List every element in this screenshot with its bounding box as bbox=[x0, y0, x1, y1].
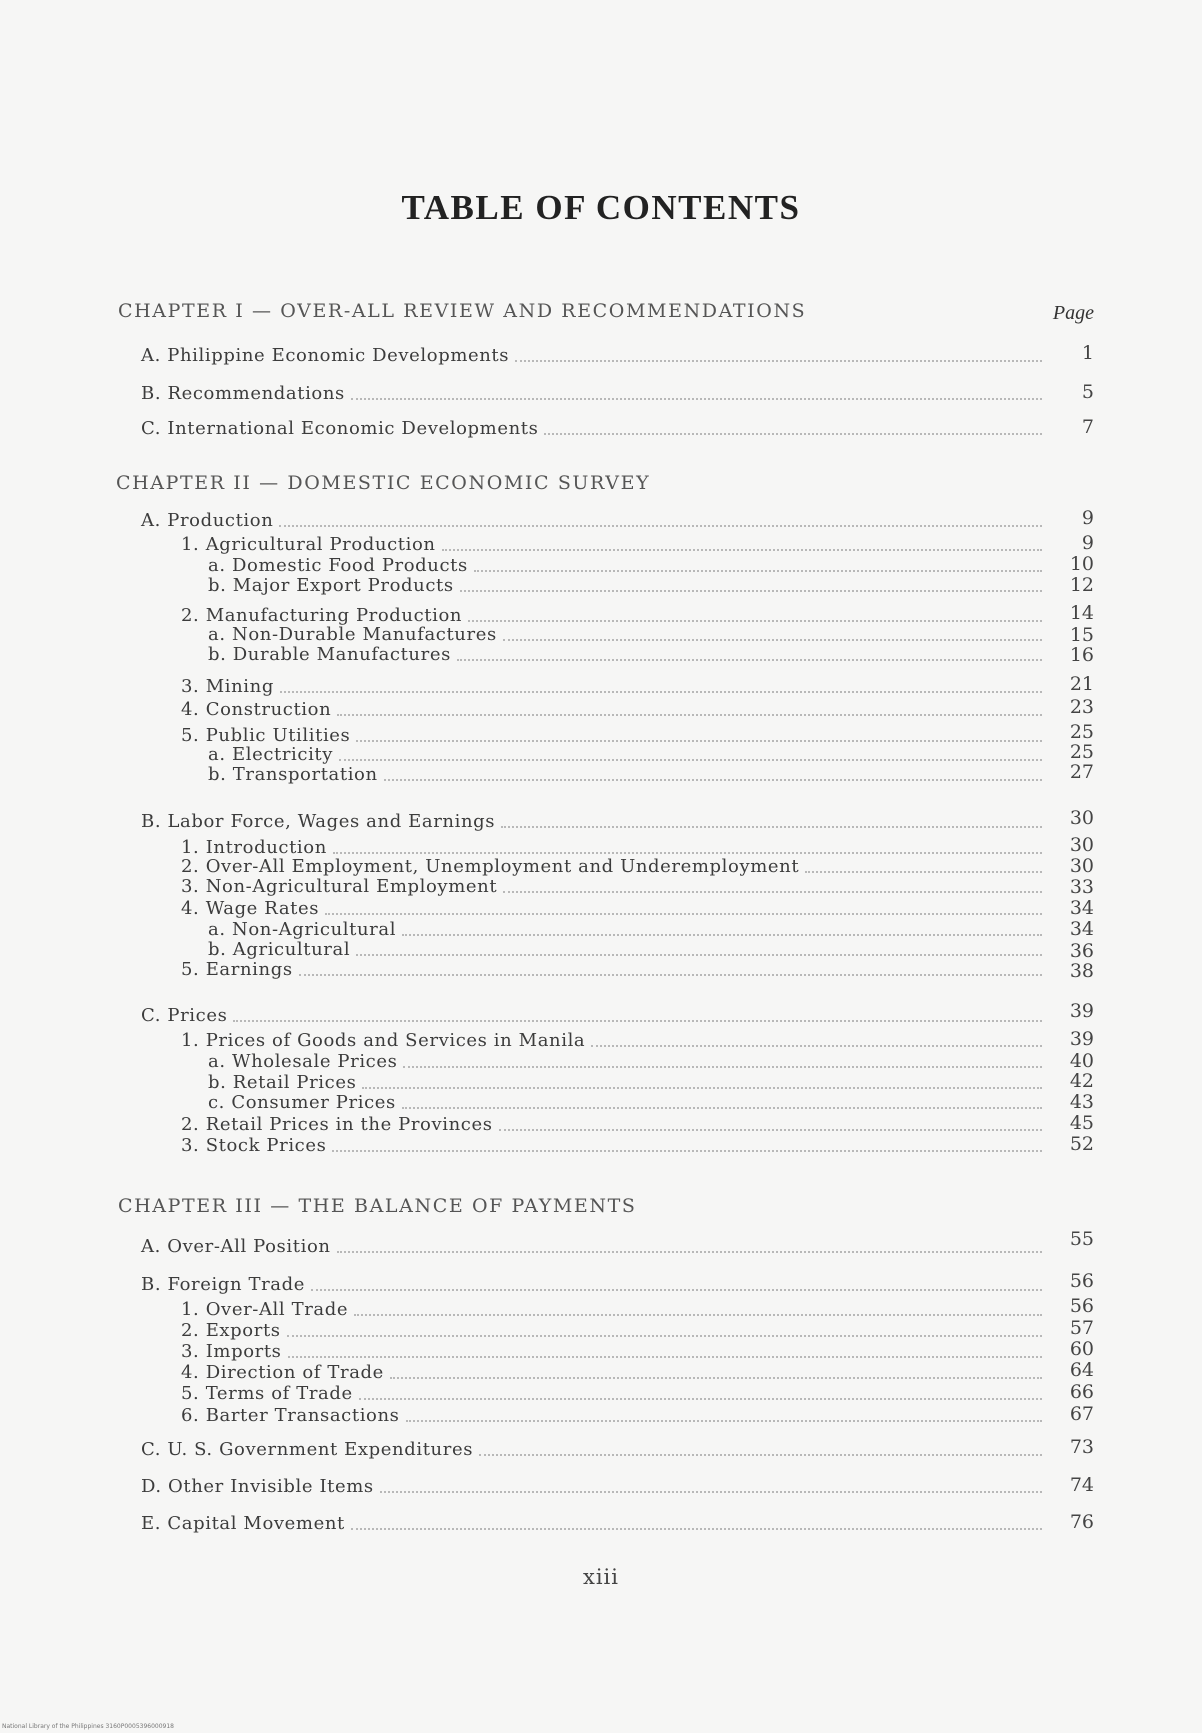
toc-entry[interactable] bbox=[208, 1052, 1042, 1072]
toc-entry[interactable] bbox=[181, 700, 1042, 720]
toc-page-number: 40 bbox=[1069, 1050, 1094, 1072]
dot-leader bbox=[479, 1453, 1042, 1456]
dot-leader bbox=[337, 713, 1042, 716]
dot-leader bbox=[380, 1490, 1042, 1493]
toc-entry[interactable] bbox=[181, 1342, 1042, 1362]
toc-entry-title: b. Transportation bbox=[208, 764, 378, 785]
toc-page-number: 73 bbox=[1069, 1436, 1094, 1458]
dot-leader bbox=[390, 1376, 1042, 1379]
toc-page-number: 34 bbox=[1069, 897, 1094, 919]
toc-entry-title: B. Labor Force, Wages and Earnings bbox=[141, 811, 496, 832]
toc-entry[interactable] bbox=[208, 940, 1042, 960]
toc-entry-title: c. Consumer Prices bbox=[208, 1092, 396, 1113]
toc-entry-title: 4. Wage Rates bbox=[181, 898, 320, 919]
toc-entry-title: 1. Agricultural Production bbox=[181, 534, 436, 555]
toc-page-number: 30 bbox=[1069, 855, 1094, 877]
toc-page-number: 12 bbox=[1069, 574, 1094, 596]
dot-leader bbox=[460, 589, 1042, 592]
toc-entry-title: 4. Direction of Trade bbox=[181, 1362, 384, 1383]
toc-entry[interactable] bbox=[181, 1031, 1042, 1051]
toc-entry[interactable] bbox=[208, 765, 1042, 785]
toc-entry[interactable] bbox=[141, 1440, 1042, 1460]
dot-leader bbox=[474, 569, 1042, 572]
toc-entry-title: D. Other Invisible Items bbox=[141, 1476, 374, 1497]
dot-leader bbox=[402, 933, 1042, 936]
toc-entry[interactable] bbox=[141, 384, 1042, 404]
toc-page-number: 5 bbox=[1081, 381, 1094, 403]
toc-entry-title: 3. Stock Prices bbox=[181, 1135, 327, 1156]
dot-leader bbox=[384, 778, 1042, 781]
toc-page-number: 39 bbox=[1069, 1028, 1094, 1050]
toc-entry[interactable] bbox=[181, 1384, 1042, 1404]
dot-leader bbox=[325, 912, 1042, 915]
dot-leader bbox=[468, 619, 1042, 622]
toc-entry[interactable] bbox=[181, 838, 1042, 858]
page-column-label: Page bbox=[1052, 302, 1094, 324]
toc-entry-title: 1. Prices of Goods and Services in Manila bbox=[181, 1030, 586, 1051]
dot-leader bbox=[356, 953, 1042, 956]
toc-entry[interactable] bbox=[141, 812, 1042, 832]
toc-page-number: 10 bbox=[1069, 553, 1094, 575]
toc-entry-title: 6. Barter Transactions bbox=[181, 1405, 400, 1426]
dot-leader bbox=[499, 1128, 1042, 1131]
dot-leader bbox=[299, 973, 1042, 976]
page-number: xiii bbox=[583, 1565, 619, 1589]
toc-entry-title: 4. Construction bbox=[181, 699, 332, 720]
toc-entry[interactable] bbox=[181, 899, 1042, 919]
toc-entry-title: a. Domestic Food Products bbox=[208, 555, 468, 576]
toc-entry[interactable] bbox=[208, 576, 1042, 596]
dot-leader bbox=[356, 739, 1042, 742]
toc-entry-title: a. Non-Durable Manufactures bbox=[208, 624, 497, 645]
toc-entry[interactable] bbox=[181, 960, 1042, 980]
toc-page-number: 74 bbox=[1069, 1474, 1094, 1496]
toc-entry-title: a. Non-Agricultural bbox=[208, 919, 397, 940]
toc-entry-title: B. Recommendations bbox=[141, 383, 345, 404]
toc-entry[interactable] bbox=[208, 920, 1042, 940]
toc-entry-title: 5. Public Utilities bbox=[181, 725, 351, 746]
dot-leader bbox=[442, 548, 1042, 551]
toc-page-number: 25 bbox=[1069, 741, 1094, 763]
toc-page-number: 55 bbox=[1069, 1228, 1094, 1250]
toc-entry[interactable] bbox=[141, 1006, 1042, 1026]
page-title: TABLE OF CONTENTS bbox=[401, 188, 801, 227]
toc-entry-title: 5. Terms of Trade bbox=[181, 1383, 353, 1404]
toc-page-number: 38 bbox=[1069, 960, 1094, 982]
toc-page-number: 64 bbox=[1069, 1359, 1094, 1381]
dot-leader bbox=[351, 397, 1042, 400]
chapter-heading: CHAPTER II — DOMESTIC ECONOMIC SURVEY bbox=[116, 472, 651, 494]
toc-entry[interactable] bbox=[141, 346, 1042, 366]
toc-entry-title: a. Wholesale Prices bbox=[208, 1051, 398, 1072]
toc-page-number: 1 bbox=[1081, 342, 1094, 364]
toc-entry-title: 3. Mining bbox=[181, 676, 274, 697]
toc-page-number: 33 bbox=[1069, 876, 1094, 898]
toc-entry-title: 1. Over-All Trade bbox=[181, 1299, 349, 1320]
toc-entry-title: E. Capital Movement bbox=[141, 1513, 345, 1534]
chapter-heading: CHAPTER III — THE BALANCE OF PAYMENTS bbox=[118, 1195, 637, 1217]
dot-leader bbox=[311, 1288, 1042, 1291]
toc-entry-title: 2. Retail Prices in the Provinces bbox=[181, 1114, 493, 1135]
toc-entry-title: 3. Non-Agricultural Employment bbox=[181, 876, 498, 897]
toc-page-number: 76 bbox=[1069, 1511, 1094, 1533]
toc-entry-title: B. Foreign Trade bbox=[141, 1274, 305, 1295]
toc-entry-title: b. Major Export Products bbox=[208, 575, 454, 596]
dot-leader bbox=[515, 359, 1042, 362]
dot-leader bbox=[333, 851, 1042, 854]
toc-entry[interactable] bbox=[181, 857, 1042, 877]
toc-entry[interactable] bbox=[181, 606, 1042, 626]
toc-entry-title: C. U. S. Government Expenditures bbox=[141, 1439, 474, 1460]
dot-leader bbox=[402, 1106, 1042, 1109]
toc-entry-title: 3. Imports bbox=[181, 1341, 282, 1362]
dot-leader bbox=[501, 825, 1042, 828]
toc-entry-title: a. Electricity bbox=[208, 744, 334, 765]
dot-leader bbox=[337, 1250, 1042, 1253]
toc-entry-title: A. Over-All Position bbox=[141, 1236, 331, 1257]
toc-page-number: 45 bbox=[1069, 1112, 1094, 1134]
dot-leader bbox=[362, 1086, 1042, 1089]
dot-leader bbox=[332, 1149, 1042, 1152]
toc-entry[interactable] bbox=[181, 1136, 1042, 1156]
toc-page-number: 15 bbox=[1069, 624, 1094, 646]
dot-leader bbox=[339, 758, 1042, 761]
scan-credit: National Library of the Philippines 3160P0005396000918 bbox=[2, 1723, 174, 1730]
dot-leader bbox=[359, 1397, 1042, 1400]
toc-entry[interactable] bbox=[208, 745, 1042, 765]
toc-page-number: 43 bbox=[1069, 1091, 1094, 1113]
toc-entry[interactable] bbox=[181, 1300, 1042, 1320]
toc-entry-title: b. Agricultural bbox=[208, 939, 351, 960]
toc-entry-title: 2. Manufacturing Production bbox=[181, 605, 463, 626]
toc-entry[interactable] bbox=[141, 1477, 1042, 1497]
dot-leader bbox=[403, 1065, 1042, 1068]
toc-entry-title: b. Retail Prices bbox=[208, 1072, 357, 1093]
toc-entry-title: A. Philippine Economic Developments bbox=[141, 345, 510, 366]
toc-entry-title: b. Durable Manufactures bbox=[208, 644, 451, 665]
toc-page-number: 21 bbox=[1069, 673, 1094, 695]
toc-page-number: 30 bbox=[1069, 807, 1094, 829]
toc-page-number: 23 bbox=[1069, 696, 1094, 718]
toc-page-number: 9 bbox=[1081, 532, 1094, 554]
dot-leader bbox=[288, 1355, 1042, 1358]
toc-entry[interactable] bbox=[141, 1275, 1042, 1295]
toc-page-number: 36 bbox=[1069, 940, 1094, 962]
toc-entry-title: C. Prices bbox=[141, 1005, 228, 1026]
toc-entry-title: 5. Earnings bbox=[181, 959, 293, 980]
toc-entry[interactable] bbox=[141, 1237, 1042, 1257]
toc-entry[interactable] bbox=[181, 1363, 1042, 1383]
toc-page-number: 16 bbox=[1069, 644, 1094, 666]
toc-entry[interactable] bbox=[208, 1073, 1042, 1093]
toc-entry-title: C. International Economic Developments bbox=[141, 418, 539, 439]
toc-page-number: 14 bbox=[1069, 602, 1094, 624]
dot-leader bbox=[354, 1313, 1042, 1316]
toc-entry[interactable] bbox=[181, 1406, 1042, 1426]
toc-page-number: 57 bbox=[1069, 1317, 1094, 1339]
toc-page-number: 27 bbox=[1069, 761, 1094, 783]
toc-entry[interactable] bbox=[181, 726, 1042, 746]
toc-entry[interactable] bbox=[181, 877, 1042, 897]
toc-entry[interactable] bbox=[208, 625, 1042, 645]
toc-entry[interactable] bbox=[208, 556, 1042, 576]
toc-page-number: 9 bbox=[1081, 507, 1094, 529]
dot-leader bbox=[591, 1044, 1042, 1047]
dot-leader bbox=[233, 1019, 1042, 1022]
toc-entry[interactable] bbox=[181, 677, 1042, 697]
dot-leader bbox=[457, 658, 1042, 661]
dot-leader bbox=[280, 690, 1042, 693]
toc-entry[interactable] bbox=[181, 535, 1042, 555]
toc-page-number: 30 bbox=[1069, 834, 1094, 856]
toc-page-number: 56 bbox=[1069, 1295, 1094, 1317]
dot-leader bbox=[351, 1527, 1042, 1530]
toc-entry-title: 2. Exports bbox=[181, 1320, 281, 1341]
toc-entry[interactable] bbox=[208, 645, 1042, 665]
dot-leader bbox=[406, 1419, 1042, 1422]
dot-leader bbox=[503, 890, 1042, 893]
toc-entry[interactable] bbox=[141, 419, 1042, 439]
toc-page-number: 39 bbox=[1069, 1000, 1094, 1022]
toc-page-number: 66 bbox=[1069, 1381, 1094, 1403]
dot-leader bbox=[279, 524, 1042, 527]
toc-entry-title: A. Production bbox=[141, 510, 274, 531]
toc-entry[interactable] bbox=[141, 1514, 1042, 1534]
toc-page-number: 60 bbox=[1069, 1338, 1094, 1360]
toc-page-number: 56 bbox=[1069, 1270, 1094, 1292]
toc-entry[interactable] bbox=[141, 511, 1042, 531]
toc-entry[interactable] bbox=[208, 1093, 1042, 1113]
dot-leader bbox=[805, 870, 1042, 873]
toc-page-number: 34 bbox=[1069, 918, 1094, 940]
toc-page-number: 42 bbox=[1069, 1070, 1094, 1092]
toc-entry[interactable] bbox=[181, 1321, 1042, 1341]
toc-page-number: 7 bbox=[1081, 416, 1094, 438]
toc-entry-title: 2. Over-All Employment, Unemployment and Underemployment bbox=[181, 856, 800, 877]
toc-page-number: 25 bbox=[1069, 721, 1094, 743]
chapter-heading: CHAPTER I — OVER-ALL REVIEW AND RECOMMENDATIONS bbox=[118, 300, 807, 322]
toc-entry-title: 1. Introduction bbox=[181, 837, 327, 858]
dot-leader bbox=[544, 432, 1042, 435]
toc-page-number: 52 bbox=[1069, 1133, 1094, 1155]
dot-leader bbox=[503, 638, 1042, 641]
dot-leader bbox=[287, 1334, 1042, 1337]
toc-page-number: 67 bbox=[1069, 1403, 1094, 1425]
toc-entry[interactable] bbox=[181, 1115, 1042, 1135]
